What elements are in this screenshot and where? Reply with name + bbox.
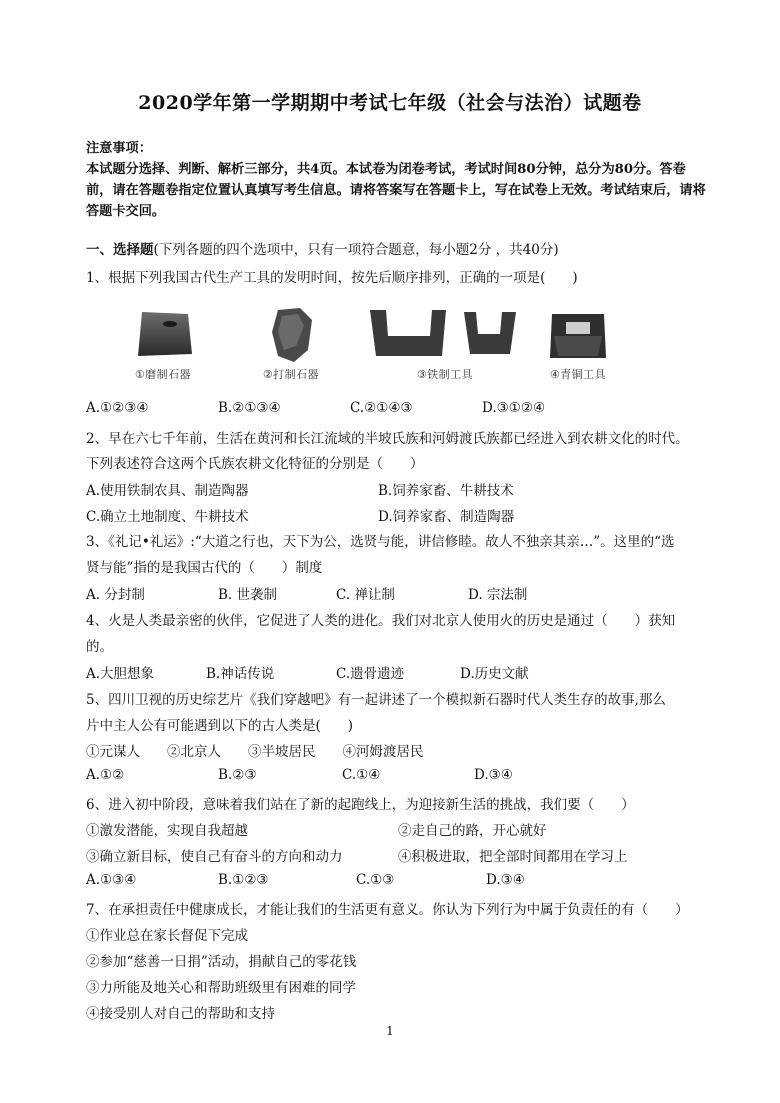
q2-option-c[interactable]: C.确立土地制度、牛耕技术 [86,509,249,525]
q7-item-3: ③力所能及地关心和帮助班级里有困难的同学 [86,980,356,996]
caption-polished-stone: ①磨制石器 [134,368,192,381]
figure-chipped-stone [246,306,336,382]
q6-option-c[interactable]: C.①③ [356,872,395,888]
q2-stem-line2: 下列表述符合这两个氏族农耕文化特征的分别是（ ） [86,456,424,472]
section-desc: (下列各题的四个选项中，只有一项符合题意，每小题2分 ，共40分) [153,242,559,258]
q1-stem: 1、根据下列我国古代生产工具的发明时间，按先后顺序排列，正确的一项是( ) [86,270,578,286]
q5-items: ①元谋人 ②北京人 ③半坡居民 ④河姆渡居民 [86,744,424,760]
q2-stem-line1: 2、早在六七千年前，生活在黄河和长江流域的半坡氏族和河姆渡氏族都已经进入到农耕文化的时代。 [86,431,689,447]
caption-chipped-stone: ②打制石器 [262,368,320,381]
q5-option-a[interactable]: A.①② [86,767,125,783]
figure-bronze-tool [538,306,618,382]
q1-option-a[interactable]: A.①②③④ [86,400,149,416]
q1-option-c[interactable]: C.②①④③ [350,400,413,416]
q5-option-d[interactable]: D.③④ [474,767,513,783]
q1-option-d[interactable]: D.③①②④ [482,400,546,416]
figure-polished-stone [118,306,208,382]
notice-heading: 注意事项： [86,141,152,156]
q1-option-b[interactable]: B.②①③④ [218,400,281,416]
q4-stem-line2: 的。 [86,639,113,655]
q5-stem-line1: 5、四川卫视的历史综艺片《我们穿越吧》有一起讲述了一个模拟新石器时代人类生存的故事,那么 [86,692,666,708]
caption-bronze-tool: ④青铜工具 [549,368,607,381]
q6-option-a[interactable]: A.①③④ [86,872,137,888]
q6-stem: 6、进入初中阶段，意味着我们站在了新的起跑线上，为迎接新生活的挑战，我们要（ ） [86,797,635,813]
q4-stem-line1: 4、火是人类最亲密的伙伴，它促进了人类的进化。我们对北京人使用火的历史是通过（ ）获知 [86,613,676,629]
notice-body: 本试题分选择、判断、解析三部分，共4页。本试卷为闭卷考试，考试时间80分钟，总分为80分。答卷前，请在答题卷指定位置认真填写考生信息。请将答案写在答题卡上，写在试卷上无效。考试结束后，请将答题卡交回。 [86,162,706,219]
q7-item-2: ②参加“慈善一日捐”活动，捐献自己的零花钱 [86,954,357,970]
q4-option-b[interactable]: B.神话传说 [206,666,275,682]
q7-item-4: ④接受别人对自己的帮助和支持 [86,1006,275,1022]
page-number: 1 [386,1024,394,1038]
iron-tools-icon [366,306,524,366]
caption-iron-tools: ③铁制工具 [416,368,474,381]
q6-item-4: ④积极进取，把全部时间都用在学习上 [398,849,628,865]
q3-option-c[interactable]: C. 禅让制 [336,587,395,603]
q6-item-2: ②走自己的路，开心就好 [398,823,547,839]
q5-option-c[interactable]: C.①④ [342,767,381,783]
figure-iron-tools [366,306,524,382]
section-heading [86,238,559,258]
q7-item-1: ①作业总在家长督促下完成 [86,928,248,944]
bronze-tool-icon [538,306,618,366]
q2-option-d[interactable]: D.饲养家畜、制造陶器 [378,509,515,525]
q6-item-3: ③确立新目标，使自己有奋斗的方向和动力 [86,849,343,865]
q1-figures [118,306,618,382]
q3-stem-line1: 3、《礼记•礼运》:“大道之行也，天下为公，选贤与能，讲信修睦。故人不独亲其亲…”。这里的“选 [86,534,675,550]
notice-block [86,138,706,222]
q3-option-a[interactable]: A. 分封制 [86,587,145,603]
section-label: 一、选择题 [86,242,154,258]
q7-stem: 7、在承担责任中健康成长，才能让我们的生活更有意义。你认为下列行为中属于负责任的有（ ） [86,902,689,918]
polished-stone-icon [118,306,208,366]
q3-option-b[interactable]: B. 世袭制 [218,587,278,603]
q5-option-b[interactable]: B.②③ [218,767,257,783]
q3-option-d[interactable]: D. 宗法制 [468,587,528,603]
q2-option-a[interactable]: A.使用铁制农具、制造陶器 [86,483,249,499]
q2-option-b[interactable]: B.饲养家畜、牛耕技术 [378,483,514,499]
q4-option-a[interactable]: A.大胆想象 [86,666,155,682]
q4-option-d[interactable]: D.历史文献 [460,666,529,682]
q4-option-c[interactable]: C.遗骨遗迹 [336,666,405,682]
q3-stem-line2: 贤与能”指的是我国古代的（ ）制度 [86,560,323,576]
chipped-stone-icon [246,306,336,366]
q6-item-1: ①激发潜能，实现自我超越 [86,823,248,839]
q5-stem-line2: 片中主人公有可能遇到以下的古人类是( ) [86,718,354,734]
page-title: 2020学年第一学期期中考试七年级（社会与法治）试题卷 [138,92,642,114]
q6-option-d[interactable]: D.③④ [486,872,525,888]
q6-option-b[interactable]: B.①②③ [218,872,269,888]
